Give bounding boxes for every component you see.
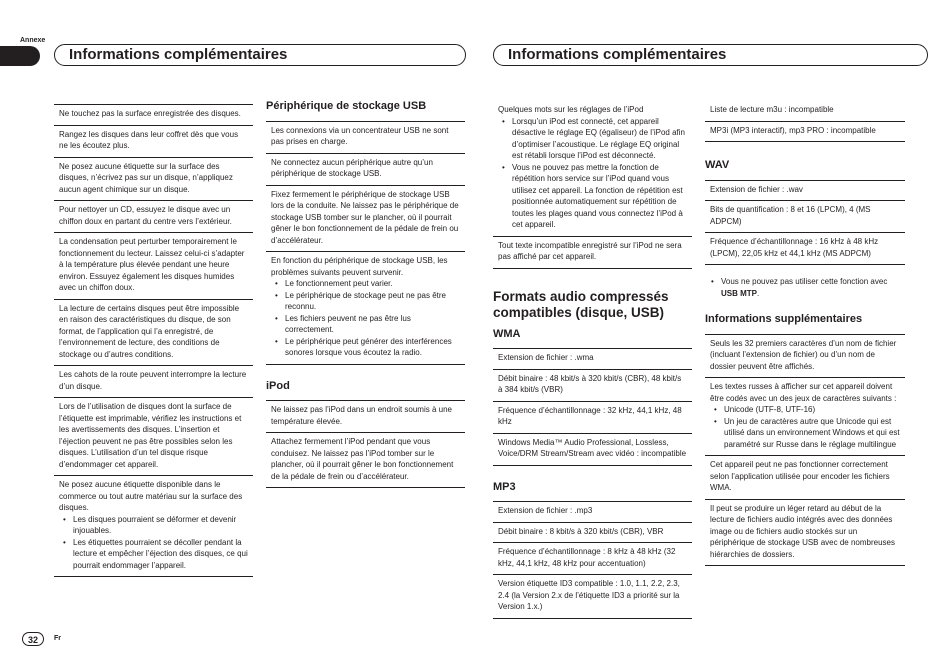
info-box: Les cahots de la route peuvent interrompre la lecture d’un disque. bbox=[54, 365, 253, 397]
page-number: 32 bbox=[22, 632, 44, 646]
mp3-heading: MP3 bbox=[493, 480, 516, 493]
formats-heading: Formats audio compressés compatibles (disque, USB) bbox=[493, 288, 669, 320]
spec-row: MP3i (MP3 interactif), mp3 PRO : incompatible bbox=[705, 121, 905, 143]
language-code: Fr bbox=[54, 635, 61, 642]
info-box: La lecture de certains disques peut être impossible en raison des caractéristiques du disque, de son format, de l’application qui l’a enregistré, de l’environnement de lecture, des conditions de stockage ou d’autres conditions. bbox=[54, 299, 253, 366]
wav-heading: WAV bbox=[705, 159, 730, 171]
info-box: Ne laissez pas l’iPod dans un endroit soumis à une température élevée. bbox=[266, 400, 465, 432]
info-box: Fixez fermement le périphérique de stockage USB lors de la conduite. Ne laissez pas le périphérique de stockage USB tomber sur le plancher, où il pourrait gêner le bon fonctionnement de la pédale de frein ou d’accélérateur. bbox=[266, 185, 465, 252]
bullet-item: • Un jeu de caractères autre que Unicode qui est utilisé dans un environnement Windows et qui est paramétré sur Russe dans le réglage multilingue bbox=[724, 416, 900, 451]
bullet-list bbox=[271, 278, 460, 359]
info-box: Les connexions via un concentrateur USB ne sont pas prises en charge. bbox=[266, 121, 465, 153]
spec-row: Bits de quantification : 8 et 16 (LPCM), 4 (MS ADPCM) bbox=[705, 200, 905, 232]
right-page-title: Informations complémentaires bbox=[493, 44, 928, 66]
bullet-list bbox=[498, 116, 687, 231]
bullet-list bbox=[710, 404, 900, 450]
note-suffix: . bbox=[757, 288, 760, 298]
spec-row: Débit binaire : 48 kbit/s à 320 kbit/s (CBR), 48 kbit/s à 384 kbit/s (VBR) bbox=[493, 369, 692, 401]
bullet-item: • Le périphérique peut générer des interférences sonores lorsque vous écoutez la radio. bbox=[285, 336, 460, 359]
note-emphasis: USB MTP bbox=[721, 288, 757, 298]
info-box: La condensation peut perturber temporairement le fonctionnement du lecteur. Laissez celui-ci s’adapter à la température plus élevée pendant une heure environ. Essuyez également les disques humides avec un chiffon doux. bbox=[54, 232, 253, 299]
bullet-item: • Le périphérique de stockage peut ne pas être reconnu. bbox=[285, 290, 460, 313]
bullet-list bbox=[59, 514, 248, 572]
info-box: Ne posez aucune étiquette sur la surface des disques, n’écrivez pas sur un disque, n’appliquez aucun agent chimique sur un disque. bbox=[54, 157, 253, 201]
column-wav-extra bbox=[705, 104, 905, 566]
spec-row: Version étiquette ID3 compatible : 1.0, 1.1, 2.2, 2.3, 2.4 (la Version 2.x de l’étiquette ID3 a priorité sur la Version 1.x.) bbox=[493, 574, 692, 619]
bullet-item bbox=[721, 276, 905, 299]
bullet-item: • Les disques pourraient se déformer et devenir injouables. bbox=[73, 514, 248, 537]
note-text: Vous ne pouvez pas utiliser cette fonction avec bbox=[721, 277, 888, 286]
info-text: Quelques mots sur les réglages de l’iPod bbox=[498, 105, 644, 114]
info-box bbox=[266, 251, 465, 365]
extra-heading: Informations supplémentaires bbox=[705, 313, 863, 325]
usb-heading: Périphérique de stockage USB bbox=[266, 100, 427, 112]
spec-row: Extension de fichier : .wav bbox=[705, 180, 905, 201]
bullet-item: • Les fichiers peuvent ne pas être lus correctement. bbox=[285, 313, 460, 336]
info-box bbox=[54, 475, 253, 577]
info-text: Ne posez aucune étiquette disponible dans le commerce ou tout autre matériau sur la surface des disques. bbox=[59, 480, 243, 512]
info-box: Rangez les disques dans leur coffret dès que vous ne les écoutez plus. bbox=[54, 125, 253, 157]
info-box bbox=[493, 104, 692, 236]
column-formats bbox=[493, 104, 692, 619]
left-page-title: Informations complémentaires bbox=[54, 44, 466, 66]
wav-note bbox=[705, 273, 905, 302]
bullet-item: • Lorsqu’un iPod est connecté, cet appareil désactive le réglage EQ (égaliseur) de l’iPod afin d’optimiser l’acoustique. Le réglage EQ original est rétabli lorsque l’iPod est déconnecté. bbox=[512, 116, 687, 162]
bullet-item: • Vous ne pouvez pas mettre la fonction de répétition hors service sur l’iPod quand vous utilisez cet appareil. La fonction de répétition est positionnée automatiquement sur répétition de toutes les plages quand vous connectez l’iPod à cet appareil. bbox=[512, 162, 687, 231]
spec-row: Windows Media™ Audio Professional, Lossless, Voice/DRM Stream/Stream avec vidéo : incompatible bbox=[493, 433, 692, 466]
spec-row: Fréquence d’échantillonnage : 8 kHz à 48 kHz (32 kHz, 44,1 kHz, 48 kHz pour accentuation) bbox=[493, 542, 692, 574]
section-tab bbox=[0, 46, 40, 66]
info-box: Ne connectez aucun périphérique autre qu’un périphérique de stockage USB. bbox=[266, 153, 465, 185]
column-usb-ipod bbox=[266, 99, 465, 488]
column-disc-handling bbox=[54, 104, 253, 577]
bullet-item: • Le fonctionnement peut varier. bbox=[285, 278, 460, 290]
info-box: Attachez fermement l’iPod pendant que vous conduisez. Ne laissez pas l’iPod tomber sur le plancher, où il pourrait gêner le bon fonctionnement de la pédale de frein ou d’accélérateur. bbox=[266, 432, 465, 488]
info-text: Les textes russes à afficher sur cet appareil doivent être codés avec un des jeux de caractères suivants : bbox=[710, 382, 897, 403]
bullet-item: • Les étiquettes pourraient se décoller pendant la lecture et empêcher l’éjection des disques, ce qui pourrait endommager l’appareil. bbox=[73, 537, 248, 572]
bullet-list bbox=[705, 276, 905, 299]
info-box: Il peut se produire un léger retard au début de la lecture de fichiers audio intégrés avec des données image ou de fichiers audio stockés sur un périphérique de stockage USB avec de nombreuses hiérarchies de dossiers. bbox=[705, 499, 905, 567]
info-box bbox=[705, 377, 905, 455]
spec-row: Liste de lecture m3u : incompatible bbox=[710, 105, 834, 114]
info-box: Lors de l’utilisation de disques dont la surface de l’étiquette est imprimable, vérifiez les instructions et les avertissements des disques. L’insertion et l’éjection peuvent ne pas être possibles selon les disques. L’utilisation d’un tel disque risque d’endommager cet appareil. bbox=[54, 397, 253, 475]
info-box: Ne touchez pas la surface enregistrée des disques. bbox=[54, 104, 253, 125]
info-box: Tout texte incompatible enregistré sur l’iPod ne sera pas affiché par cet appareil. bbox=[493, 236, 692, 269]
spec-row: Débit binaire : 8 kbit/s à 320 kbit/s (CBR), VBR bbox=[493, 522, 692, 543]
spec-row: Extension de fichier : .mp3 bbox=[493, 501, 692, 522]
spec-row: Extension de fichier : .wma bbox=[493, 348, 692, 369]
info-box: Cet appareil peut ne pas fonctionner correctement selon l’application utilisée pour encoder les fichiers WMA. bbox=[705, 455, 905, 499]
section-label: Annexe bbox=[20, 37, 46, 44]
bullet-item: • Unicode (UTF-8, UTF-16) bbox=[724, 404, 900, 416]
spec-row: Fréquence d’échantillonnage : 32 kHz, 44,1 kHz, 48 kHz bbox=[493, 401, 692, 433]
wma-heading: WMA bbox=[493, 327, 521, 340]
spec-row: Fréquence d’échantillonnage : 16 kHz à 48 kHz (LPCM), 22,05 kHz et 44,1 kHz (MS ADPCM) bbox=[705, 232, 905, 265]
ipod-heading: iPod bbox=[266, 379, 290, 392]
info-box: Pour nettoyer un CD, essuyez le disque avec un chiffon doux en partant du centre vers l’extérieur. bbox=[54, 200, 253, 232]
info-box: Seuls les 32 premiers caractères d’un nom de fichier (incluant l’extension de fichier) ou d’un nom de dossier peuvent être affichés. bbox=[705, 334, 905, 378]
info-text: En fonction du périphérique de stockage USB, les problèmes suivants peuvent survenir. bbox=[271, 256, 448, 277]
